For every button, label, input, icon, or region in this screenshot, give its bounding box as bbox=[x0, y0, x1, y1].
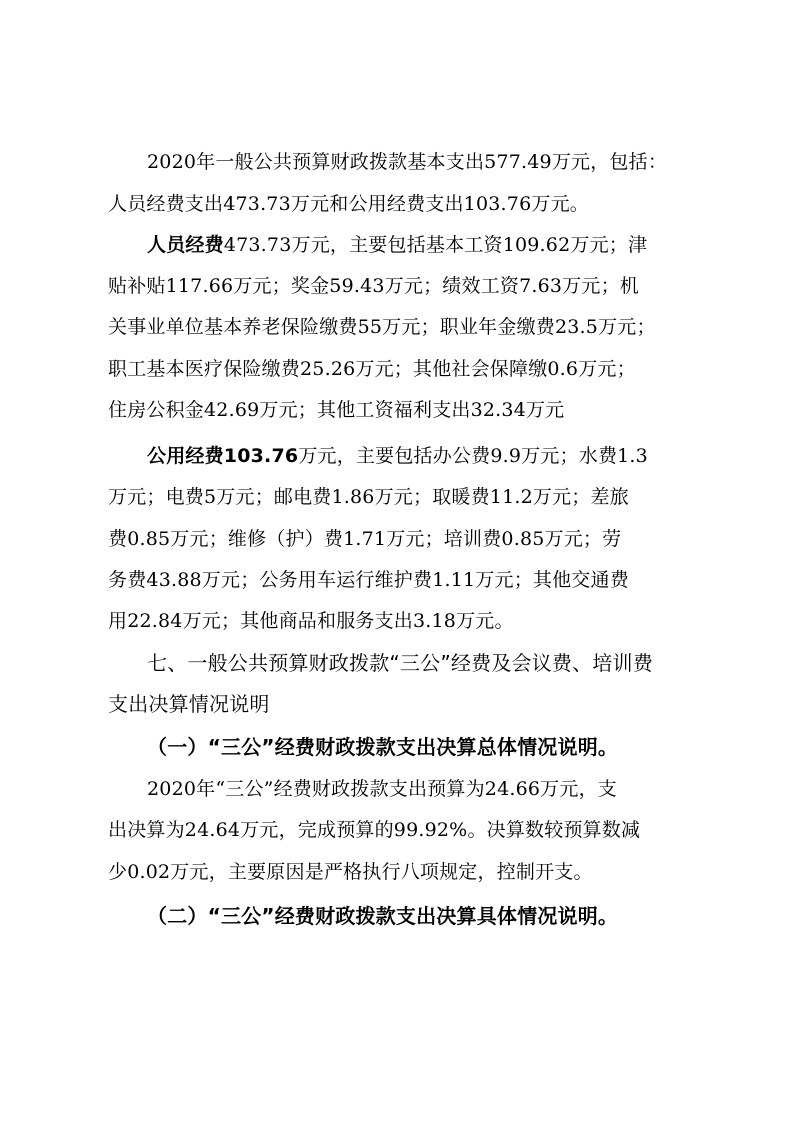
section-7-heading-line-2: 支出决算情况说明 bbox=[108, 692, 270, 716]
public-expense-line-1 bbox=[147, 444, 648, 468]
public-expense-line-2: 万元；电费5万元；邮电费1.86万元；取暖费11.2万元；差旅 bbox=[108, 486, 629, 508]
subsection-1-line-1: 2020年“三公”经费财政拨款支出预算为24.66万元，支 bbox=[147, 778, 617, 800]
public-expense-term: 公用经费103.76 bbox=[147, 445, 299, 467]
personnel-expense-line-1 bbox=[147, 233, 647, 257]
basic-expenditure-line-1: 2020年一般公共预算财政拨款基本支出577.49万元，包括： bbox=[147, 151, 668, 173]
subsection-1-title: （一）“三公”经费财政拨款支出决算总体情况说明。 bbox=[147, 735, 619, 759]
public-expense-line-1-text: 万元，主要包括办公费9.9万元；水费1.3 bbox=[298, 445, 648, 467]
personnel-expense-term: 人员经费 bbox=[147, 234, 224, 256]
public-expense-line-5: 用22.84万元；其他商品和服务支出3.18万元。 bbox=[108, 610, 514, 632]
public-expense-line-3: 费0.85万元；维修（护）费1.71万元；培训费0.85万元；劳 bbox=[108, 528, 622, 550]
subsection-2-title: （二）“三公”经费财政拨款支出决算具体情况说明。 bbox=[147, 904, 619, 928]
subsection-1-line-3: 少0.02万元，主要原因是严格执行八项规定，控制开支。 bbox=[108, 861, 593, 883]
public-expense-line-4: 务费43.88万元；公务用车运行维护费1.11万元；其他交通费 bbox=[108, 569, 629, 591]
personnel-expense-line-5: 住房公积金42.69万元；其他工资福利支出32.34万元 bbox=[108, 399, 565, 421]
basic-expenditure-line-2: 人员经费支出473.73万元和公用经费支出103.76万元。 bbox=[108, 193, 589, 215]
personnel-expense-line-3: 关事业单位基本养老保险缴费55万元；职业年金缴费23.5万元； bbox=[108, 316, 656, 338]
personnel-expense-line-2: 贴补贴117.66万元；奖金59.43万元；绩效工资7.63万元；机 bbox=[108, 275, 639, 297]
section-7-heading-line-1: 七、一般公共预算财政拨款“三公”经费及会议费、培训费 bbox=[147, 651, 653, 675]
subsection-1-line-2: 出决算为24.64万元，完成预算的99.92%。决算数较预算数减 bbox=[108, 819, 641, 841]
personnel-expense-line-1-text: 473.73万元，主要包括基本工资109.62万元；津 bbox=[223, 234, 648, 256]
personnel-expense-line-4: 职工基本医疗保险缴费25.26万元；其他社会保障缴0.6万元； bbox=[108, 358, 636, 380]
